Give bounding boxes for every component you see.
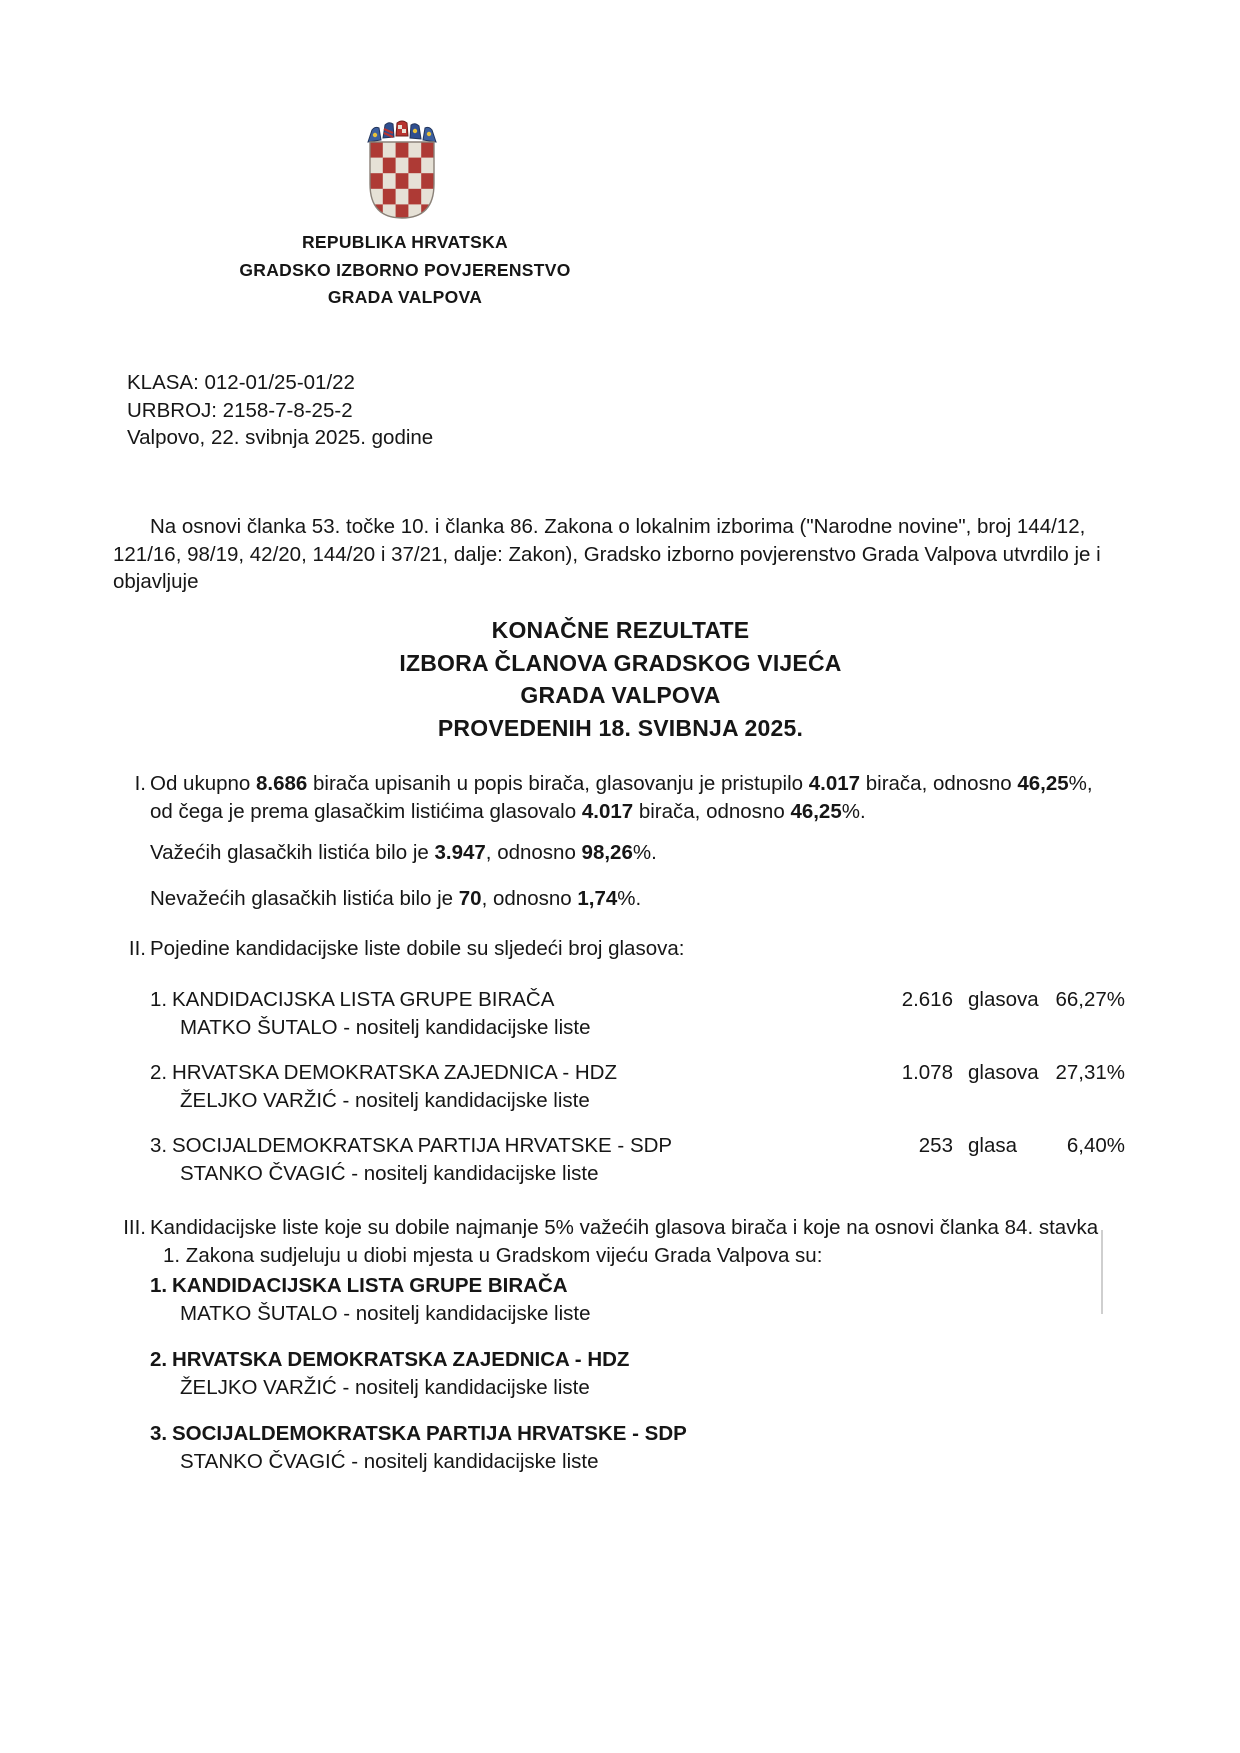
place-and-date: Valpovo, 22. svibnja 2025. godine xyxy=(127,426,434,449)
candidate-list-result xyxy=(150,986,1125,1041)
vote-percentage: 6,40% xyxy=(1066,1134,1125,1157)
list-name: HRVATSKA DEMOKRATSKA ZAJEDNICA - HDZ xyxy=(172,1061,618,1084)
commission-name: GRADSKO IZBORNO POVJERENSTVO xyxy=(239,259,571,280)
vote-count: 2.616 xyxy=(901,988,953,1011)
qualifying-heading-line: Kandidacijske liste koje su dobile najmanje 5% važećih glasova birača i koje na osnovi članka 84. stavka xyxy=(150,1216,1099,1239)
shield xyxy=(370,142,434,220)
candidate-list-result xyxy=(150,1059,1125,1114)
klasa-number: KLASA: 012-01/25-01/22 xyxy=(127,371,355,394)
vote-count: 1.078 xyxy=(901,1061,953,1084)
votes-unit-label: glasa xyxy=(968,1134,1018,1157)
document-title xyxy=(113,614,1128,744)
urbroj-number: URBROJ: 2158-7-8-25-2 xyxy=(127,398,353,422)
votes-unit-label: glasova xyxy=(968,988,1039,1011)
qualifying-list-item xyxy=(150,1346,1125,1402)
vote-percentage: 66,27% xyxy=(1055,988,1125,1011)
list-number: 3. xyxy=(150,1134,168,1157)
list-holder: ŽELJKO VARŽIĆ - nositelj kandidacijske liste xyxy=(180,1088,590,1112)
issuing-authority-block xyxy=(155,229,655,312)
document-meta-block xyxy=(127,369,433,452)
vote-count: 253 xyxy=(918,1134,953,1157)
legal-basis-line: 121/16, 98/19, 42/20, 144/20 i 37/21, dalje: Zakon), Gradsko izborno povjerenstvo Grada Valpova utvrdilo je i xyxy=(113,542,1101,566)
section-numeral: I. xyxy=(134,772,146,795)
title-line: PROVEDENIH 18. SVIBNJA 2025. xyxy=(437,714,804,741)
scan-artifact-line xyxy=(1101,1230,1103,1314)
turnout-line: od čega je prema glasačkim listićima glasovalo 4.017 birača, odnosno 46,25%. xyxy=(150,799,866,823)
votes-heading-text: Pojedine kandidacijske liste dobile su sljedeći broj glasova: xyxy=(150,937,685,960)
qualifying-heading-line: 1. Zakona sudjeluju u diobi mjesta u Gradskom vijeću Grada Valpova su: xyxy=(163,1243,823,1267)
list-name: KANDIDACIJSKA LISTA GRUPE BIRAČA xyxy=(172,1274,568,1297)
title-line: GRADA VALPOVA xyxy=(520,682,721,708)
list-name: HRVATSKA DEMOKRATSKA ZAJEDNICA - HDZ xyxy=(172,1348,630,1371)
list-holder: MATKO ŠUTALO - nositelj kandidacijske liste xyxy=(180,1302,591,1325)
title-line: KONAČNE REZULTATE xyxy=(491,617,750,643)
section-qualifying-heading xyxy=(113,1214,1128,1269)
list-holder: ŽELJKO VARŽIĆ - nositelj kandidacijske liste xyxy=(180,1376,590,1399)
list-name: KANDIDACIJSKA LISTA GRUPE BIRAČA xyxy=(172,988,555,1011)
section-numeral: III. xyxy=(123,1216,146,1239)
candidate-list-result xyxy=(150,1132,1125,1187)
crown xyxy=(368,121,436,142)
list-number: 2. xyxy=(150,1061,168,1084)
qualifying-list-item xyxy=(150,1420,1125,1476)
list-number: 3. xyxy=(150,1422,168,1445)
invalid-ballots-line: Nevažećih glasačkih listića bilo je 70, odnosno 1,74%. xyxy=(150,887,642,910)
city-name: GRADA VALPOVA xyxy=(327,287,483,307)
qualifying-list-item xyxy=(150,1272,1125,1328)
legal-basis-paragraph xyxy=(113,513,1128,596)
votes-unit-label: glasova xyxy=(968,1061,1039,1084)
legal-basis-line: Na osnovi članka 53. točke 10. i članka 86. Zakona o lokalnim izborima ("Narodne novine", broj 144/12, xyxy=(150,515,1086,538)
qualifying-lists xyxy=(150,1272,1125,1494)
list-number: 2. xyxy=(150,1348,168,1371)
title-line: IZBORA ČLANOVA GRADSKOG VIJEĆA xyxy=(399,649,842,676)
list-holder: STANKO ČVAGIĆ - nositelj kandidacijske liste xyxy=(180,1161,599,1185)
list-name: SOCIJALDEMOKRATSKA PARTIJA HRVATSKE - SDP xyxy=(172,1134,673,1157)
valid-ballots-line: Važećih glasačkih listića bilo je 3.947, odnosno 98,26%. xyxy=(150,841,657,864)
section-numeral: II. xyxy=(128,937,146,960)
turnout-line: Od ukupno 8.686 birača upisanih u popis birača, glasovanju je pristupilo 4.017 birača, odnosno 46,25%, xyxy=(150,772,1093,795)
section-votes-heading xyxy=(113,935,1128,963)
section-turnout xyxy=(113,770,1128,825)
list-name: SOCIJALDEMOKRATSKA PARTIJA HRVATSKE - SDP xyxy=(172,1422,687,1445)
list-holder: STANKO ČVAGIĆ - nositelj kandidacijske liste xyxy=(180,1450,599,1473)
vote-percentage: 27,31% xyxy=(1055,1061,1125,1084)
vote-results-list xyxy=(150,986,1125,1205)
country-name: REPUBLIKA HRVATSKA xyxy=(301,232,508,252)
list-number: 1. xyxy=(150,988,168,1011)
list-holder: MATKO ŠUTALO - nositelj kandidacijske liste xyxy=(180,1015,591,1039)
legal-basis-line: objavljuje xyxy=(113,570,199,593)
list-number: 1. xyxy=(150,1274,168,1297)
croatia-coat-of-arms-icon xyxy=(367,116,437,220)
